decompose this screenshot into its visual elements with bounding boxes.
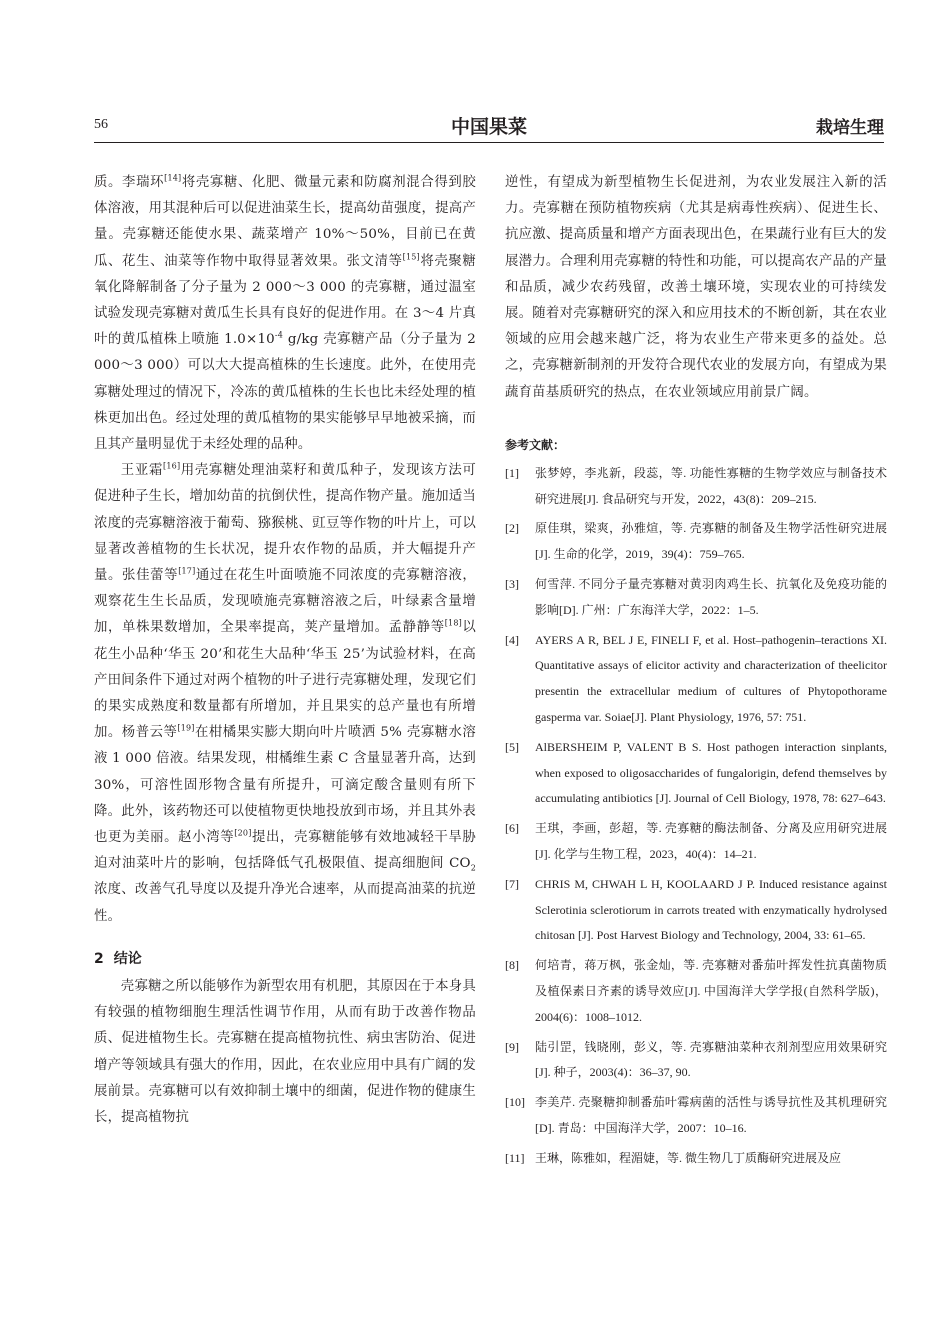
citation: [20] (234, 828, 252, 838)
exponent: -4 (274, 330, 284, 340)
citation: [18] (444, 618, 462, 628)
right-column (505, 170, 887, 1176)
reference-item: [9] 陆引罡，钱晓刚，彭义，等. 壳寡糖油菜种衣剂剂型应用效果研究[J]. 种子，2003(4)：36–37, 90. (505, 1039, 887, 1080)
reference-item: [10] 李美芹. 壳聚糖抑制番茄叶霉病菌的活性与诱导抗性及其机理研究[D]. 青岛：中国海洋大学，2007：10–16. (505, 1095, 887, 1135)
reference-item: [2] 原佳琪，梁爽，孙雅煊，等. 壳寡糖的制备及生物学活性研究进展[J]. 生命的化学，2019，39(4)：759–765. (505, 521, 887, 562)
section-label: 栽培生理 (816, 118, 884, 138)
left-column (94, 170, 476, 1131)
reference-item: [6] 王琪，李画，彭超，等. 壳寡糖的酶法制备、分离及应用研究进展[J]. 化学与生物工程，2023，40(4)：14–21. (505, 821, 887, 861)
paragraph: 质。李瑞环[14]将壳寡糖、化肥、微量元素和防腐剂混合得到胶体溶液，用其混种后可以促进油菜生长，提高幼苗强度，提高产量。壳寡糖还能使水果、蔬菜增产 10%～50%，目前已在黄瓜、花生、油菜等作物中取得显著效果。张文清等[15]将壳聚糖氧化降解制备了分子量为 2 000～3 000 的壳寡糖，通过温室试验发现壳寡糖对黄瓜生长具有良好的促进作用。在 3～4 片真叶的黄瓜植株上喷施 $1.0\times 10^{-4}$ g/kg 壳寡糖产品（分子量为 2 000～3 000）可以大大提高植株的生长速度。此外，在使用壳寡糖处理过的情况下，冷冻的黄瓜植株的生长也比未经处理的植株更加出色。经过处理的黄瓜植物的果实能够早早地被采摘，而且其产量明显优于未经处理的品种。 (94, 173, 477, 453)
page-number: 56 (94, 117, 108, 132)
section-number: 2 (94, 950, 104, 967)
reference-item: [5] AlBERSHEIM P, VALENT B S. Host pathogen interaction sinplants, when exposed to oligosaccharides of fungalorigin, defend themselves by accumulating antibiotics [J]. Journal of Cell Biology, 1978, 78: 627–643. (505, 739, 887, 806)
reference-item: [7] CHRIS M, CHWAH L H, KOOLAARD J P. Induced resistance against Sclerotinia sclerotiorum in carrots treated with enzymatically hydrolysed chitosan [J]. Post Harvest Biology and Technology, 2004, 33: 61–65. (505, 876, 887, 943)
citation: [19] (177, 723, 195, 733)
citation: [14] (164, 173, 182, 183)
references-heading: 参考文献： (505, 437, 566, 452)
reference-item: [1] 张梦婷，李兆新，段蕊，等. 功能性寡糖的生物学效应与制备技术研究进展[J]. 食品研究与开发，2022，43(8)：209–215. (505, 465, 887, 506)
reference-item: [11] 王琳，陈雅如，程湄婕，等. 微生物几丁质酶研究进展及应 (505, 1150, 842, 1165)
citation: [15] (402, 252, 420, 262)
section-title: 结论 (113, 950, 142, 967)
paragraph: 壳寡糖之所以能够作为新型农用有机肥，其原因在于本身具有较强的植物细胞生理活性调节作用，从而有助于改善作物品质、促进植物生长。壳寡糖在提高植物抗性、病虫害防治、促进增产等领域具有强大的作用，因此，在农业应用中具有广阔的发展前景。壳寡糖可以有效抑制土壤中的细菌，促进作物的健康生长，提高植物抗 (94, 978, 476, 1125)
citation: [17] (178, 566, 196, 576)
reference-item: [4] AYERS A R, BEL J E, FINELI F, et al. Host–pathogenin–teractions XI. Quantitative assays of elicitor activity and characterization of theelicitor presentin the extracellular medium of cultures of Phytopothorame gasperma var. Soiae[J]. Plant Physiology, 1976, 57: 751. (505, 632, 887, 724)
reference-item: [8] 何培青，蒋万枫，张金灿，等. 壳寡糖对番茄叶挥发性抗真菌物质及植保素日齐素的诱导效应[J]. 中国海洋大学学报(自然科学版)，2004(6)：1008–1012. (505, 958, 887, 1024)
reference-item: [3] 何雪萍. 不同分子量壳寡糖对黄羽肉鸡生长、抗氧化及免疫功能的影响[D]. 广州：广东海洋大学，2022：1–5. (505, 577, 887, 617)
citation: [16] (163, 461, 181, 471)
subscript: 2 (470, 863, 476, 873)
reference-list (505, 461, 887, 1172)
section-heading (94, 948, 476, 968)
header-rule (94, 142, 884, 143)
paragraph: 逆性，有望成为新型植物生长促进剂，为农业发展注入新的活力。壳寡糖在预防植物疾病（尤其是病毒性疾病）、促进生长、抗应激、提高质量和增产方面表现出色，在果蔬行业有巨大的发展潜力。合理利用壳寡糖的特性和功能，可以提高农产品的产量和品质，减少农药残留，改善土壤环境，实现农业的可持续发展。随着对壳寡糖研究的深入和应用技术的不断创新，其在农业领域的应用会越来越广泛，将为农业生产带来更多的益处。总之，壳寡糖新制剂的开发符合现代农业的发展方向，有望成为果蔬育苗基质研究的热点，在农业领域应用前景广阔。 (505, 175, 887, 400)
journal-title: 中国果菜 (450, 116, 527, 138)
paragraph: 王亚霜[16]用壳寡糖处理油菜籽和黄瓜种子，发现该方法可促进种子生长，增加幼苗的抗倒伏性，提高作物产量。施加适当浓度的壳寡糖溶液于葡萄、猕猴桃、豇豆等作物的叶片上，可以显著改善植物的生长状况，提升农作物的品质，并大幅提升产量。张佳蕾等[17]通过在花生叶面喷施不同浓度的壳寡糖溶液，观察花生生长品质，发现喷施壳寡糖溶液之后，叶绿素含量增加，单株果数增加，全果率提高，荚产量增加。孟静静等[18]以花生小品种‘华玉 20’和花生大品种‘华玉 25’为试验材料，在高产田间条件下通过对两个植物的叶子进行壳寡糖处理，发现它们的果实成熟度和数量都有所增加，并且果实的总产量也有所增加。杨普云等[19]在柑橘果实膨大期向叶片喷洒 5% 壳寡糖水溶液 1 000 倍液。结果发现，柑橘维生素 C 含量显著升高，达到 30%，可溶性固形物含量有所提升，可滴定酸含量则有所下降。此外，该药物还可以使植物更快地投放到市场，并且其外表也更为美丽。赵小湾等[20]提出，壳寡糖能够有效地减轻干旱胁迫对油菜叶片的影响，包括降低气孔极限值、提高细胞间 $CO_2$ 浓度、改善气孔导度以及提升净光合速率，从而提高油菜的抗逆性。 (94, 461, 477, 924)
page-header (94, 112, 884, 142)
